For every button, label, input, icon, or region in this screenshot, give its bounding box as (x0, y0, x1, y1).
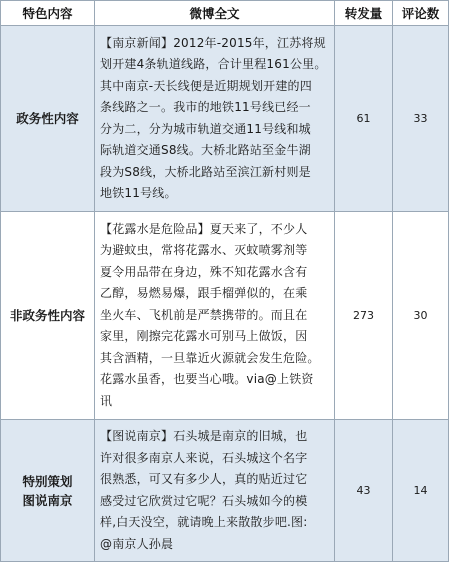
header-full-text: 微博全文 (95, 1, 335, 26)
text-line: 花露水虽香，也要当心哦。via@上铁资 (100, 372, 314, 387)
table-row (1, 26, 449, 212)
header-row (1, 1, 449, 26)
text-line: 际轨道交通S8线。大桥北路站至金牛湖 (100, 143, 311, 157)
weibo-text-cell (95, 212, 335, 420)
text-line: 样,白天没空，就请晚上来散散步吧.图: (100, 515, 308, 529)
repost-count: 61 (335, 26, 393, 212)
repost-count: 43 (335, 420, 393, 562)
text-line: 许对很多南京人来说，石头城这个名字 (100, 450, 308, 465)
text-line: 其含酒精，一旦靠近火源就会发生危险。 (100, 350, 320, 365)
text-line: 地铁11号线。 (100, 186, 177, 200)
weibo-text-cell (95, 420, 335, 562)
category-line: 特别策划 (22, 473, 73, 489)
text-line: 夏令用品带在身边，殊不知花露水含有 (100, 264, 308, 279)
table-row (1, 420, 449, 562)
text-line: 讯 (100, 393, 113, 408)
weibo-text-cell (95, 26, 335, 212)
text-line: 很熟悉，可又有多少人，真的贴近过它 (100, 472, 308, 486)
header-comments: 评论数 (393, 1, 449, 26)
category-cell (1, 420, 95, 562)
text-line: 其中南京-天长线便是近期规划开建的四 (100, 78, 312, 93)
text-line: 为避蚊虫，常将花露水、灭蚊喷雾剂等 (100, 243, 308, 258)
category-line: 图说南京 (22, 492, 73, 508)
comment-count: 30 (393, 212, 449, 420)
text-line: 【花露水是危险品】夏天来了，不少人 (100, 221, 308, 236)
text-line: @南京人孙晨 (100, 536, 174, 551)
comment-count: 14 (393, 420, 449, 562)
text-line: 坐火车、飞机前是严禁携带的。而且在 (100, 307, 308, 322)
text-line: 条线路之一。我市的地铁11号线已经一 (100, 100, 311, 114)
text-line: 感受过它欣赏过它呢？石头城如今的模 (100, 493, 308, 508)
repost-count: 273 (335, 212, 393, 420)
text-line: 家里，刚擦完花露水可别马上做饭，因 (100, 329, 308, 344)
header-category: 特色内容 (1, 1, 95, 26)
text-line: 【图说南京】石头城是南京的旧城，也 (100, 429, 308, 443)
text-line: 划开建4条轨道线路，合计里程161公里。 (100, 57, 327, 71)
category-cell: 非政务性内容 (1, 212, 95, 420)
table-row (1, 212, 449, 420)
header-reposts: 转发量 (335, 1, 393, 26)
text-line: 【南京新闻】2012年-2015年，江苏将规 (100, 35, 326, 50)
text-line: 段为S8线，大桥北路站至滨江新村则是 (100, 164, 311, 179)
category-cell: 政务性内容 (1, 26, 95, 212)
text-line: 乙醇，易燃易爆，跟手榴弹似的，在乘 (100, 286, 308, 301)
comment-count: 33 (393, 26, 449, 212)
text-line: 分为二，分为城市轨道交通11号线和城 (100, 121, 311, 136)
